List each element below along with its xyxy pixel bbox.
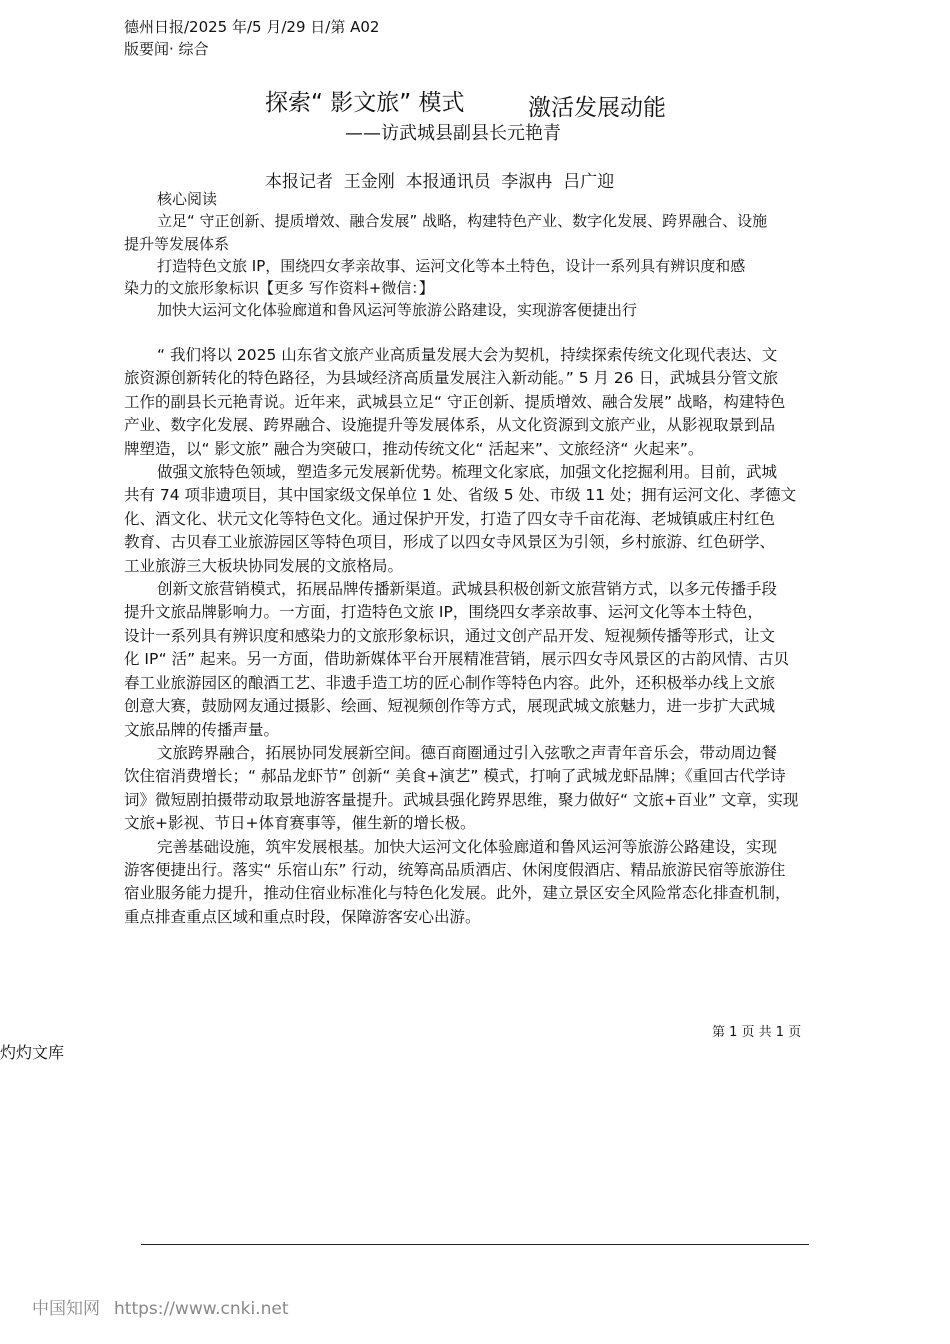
text-line: 做强文旅特色领域，塑造多元发展新优势。梳理文化家底，加强文化挖掘利用。目前，武城 (157, 463, 778, 482)
text-line: 加快大运河文化体验廊道和鲁风运河等旅游公路建设，实现游客便捷出行 (157, 301, 638, 320)
summary-item (124, 299, 834, 321)
text-line: 饮住宿消费增长；“ 郝品龙虾节” 创新“ 美食+演艺” 模式，打响了武城龙虾品牌；《重回古代学诗 (124, 767, 786, 786)
text-line: 教育、古贝春工业旅游园区等特色项目，形成了以四女寺风景区为引领，乡村旅游、红色研学、 (124, 533, 776, 552)
article-body (124, 344, 844, 929)
text-line: 词》微短剧拍摄带动取景地游客量提升。武城县强化跨界思维，聚力做好“ 文旅+百业” 文章，实现 (124, 790, 799, 809)
article-title-part1: 探索“ 影文旅” 模式 (265, 90, 465, 116)
text-line: 化、酒文化、状元文化等特色文化。通过保护开发，打造了四女寺千亩花海、老城镇戚庄村红色 (124, 509, 776, 528)
article-byline: 本报记者 王金刚 本报通讯员 李淑冉 吕广迎 (265, 172, 615, 192)
summary-item (124, 188, 834, 210)
watermark-brand: 灼灼文库 (0, 1043, 65, 1062)
text-line: 创新文旅营销模式，拓展品牌传播新渠道。武城县积极创新文旅营销方式，以多元传播手段 (157, 580, 778, 599)
article-title-part2: 激活发展动能 (528, 95, 666, 121)
section-label: 版要闻· 综合 (124, 40, 209, 58)
text-line: “ 我们将以 2025 山东省文旅产业高质量发展大会为契机，持续探索传统文化现代表达、文 (157, 346, 778, 364)
text-line: 工业旅游三大板块协同发展的文旅格局。 (124, 556, 404, 575)
paragraph (124, 461, 844, 578)
publication-source: 德州日报/2025 年/5 月/29 日/第 A02 (124, 18, 380, 36)
text-line: 染力的文旅形象标识【更多 写作资料+微信：】 (124, 279, 434, 298)
text-line: 旅资源创新转化的特色路径，为县域经济高质量发展注入新动能。” 5 月 26 日，武城县分管文旅 (124, 369, 779, 388)
text-line: 立足“ 守正创新、提质增效、融合发展” 战略，构建特色产业、数字化发展、跨界融合、设施 (157, 212, 768, 231)
paragraph (124, 836, 844, 930)
text-line: 化 IP“ 活” 起来。另一方面，借助新媒体平台开展精准营销，展示四女寺风景区的古韵风情、古贝 (124, 650, 790, 669)
cnki-name: 中国知网 (32, 1299, 100, 1319)
text-line: 牌塑造，以“ 影文旅” 融合为突破口，推动传统文化“ 活起来”、文旅经济“ 火起来”。 (124, 439, 704, 458)
text-line: 文旅+影视、节日+体育赛事等，催生新的增长极。 (124, 814, 476, 833)
text-line: 完善基础设施，筑牢发展根基。加快大运河文化体验廊道和鲁风运河等旅游公路建设，实现 (157, 837, 778, 856)
text-line: 提升文旅品牌影响力。一方面，打造特色文旅 IP，围绕四女孝亲故事、运河文化等本土特色， (124, 603, 763, 622)
text-line: 核心阅读 (157, 190, 218, 208)
text-line: 文旅跨界融合，拓展协同发展新空间。德百商圈通过引入弦歌之声青年音乐会，带动周边餐 (157, 743, 778, 762)
cnki-url[interactable]: https://www.cnki.net (114, 1299, 289, 1319)
text-line: 产业、数字化发展、跨界融合、设施提升等发展体系，从文化资源到文旅产业，从影视取景到品 (124, 416, 776, 435)
text-line: 文旅品牌的传播声量。 (124, 720, 280, 739)
paragraph (124, 578, 844, 742)
text-line: 游客便捷出行。落实“ 乐宿山东” 行动，统筹高品质酒店、休闲度假酒店、精品旅游民宿等旅游住 (124, 860, 786, 879)
paragraph (124, 344, 844, 461)
core-reading-summary (124, 188, 834, 322)
text-line: 提升等发展体系 (124, 234, 230, 253)
footer-divider (141, 1244, 809, 1245)
text-line: 设计一系列具有辨识度和感染力的文旅形象标识，通过文创产品开发、短视频传播等形式，让文 (124, 626, 776, 645)
text-line: 打造特色文旅 IP，围绕四女孝亲故事、运河文化等本土特色，设计一系列具有辨识度和感 (157, 256, 746, 275)
page-indicator: 第 1 页 共 1 页 (712, 1025, 802, 1040)
cnki-footer (32, 1294, 302, 1319)
summary-item (124, 210, 834, 255)
text-line: 春工业旅游园区的酿酒工艺、非遗手造工坊的匠心制作等特色内容。此外，还积极举办线上文旅 (124, 673, 776, 692)
summary-item (124, 255, 834, 300)
text-line: 宿业服务能力提升，推动住宿业标准化与特色化发展。此外，建立景区安全风险常态化排查机制， (124, 884, 791, 903)
text-line: 重点排查重点区域和重点时段，保障游客安心出游。 (124, 907, 481, 926)
article-subtitle: ——访武城县副县长元艳青 (345, 123, 561, 144)
text-line: 共有 74 项非遗项目，其中国家级文保单位 1 处、省级 5 处、市级 11 处；拥有运河文化、孝德文 (124, 486, 797, 505)
text-line: 创意大赛，鼓励网友通过摄影、绘画、短视频创作等方式，展现武城文旅魅力，进一步扩大武城 (124, 697, 776, 716)
paragraph (124, 742, 844, 836)
text-line: 工作的副县长元艳青说。近年来，武城县立足“ 守正创新、提质增效、融合发展” 战略，构建特色 (124, 392, 786, 411)
